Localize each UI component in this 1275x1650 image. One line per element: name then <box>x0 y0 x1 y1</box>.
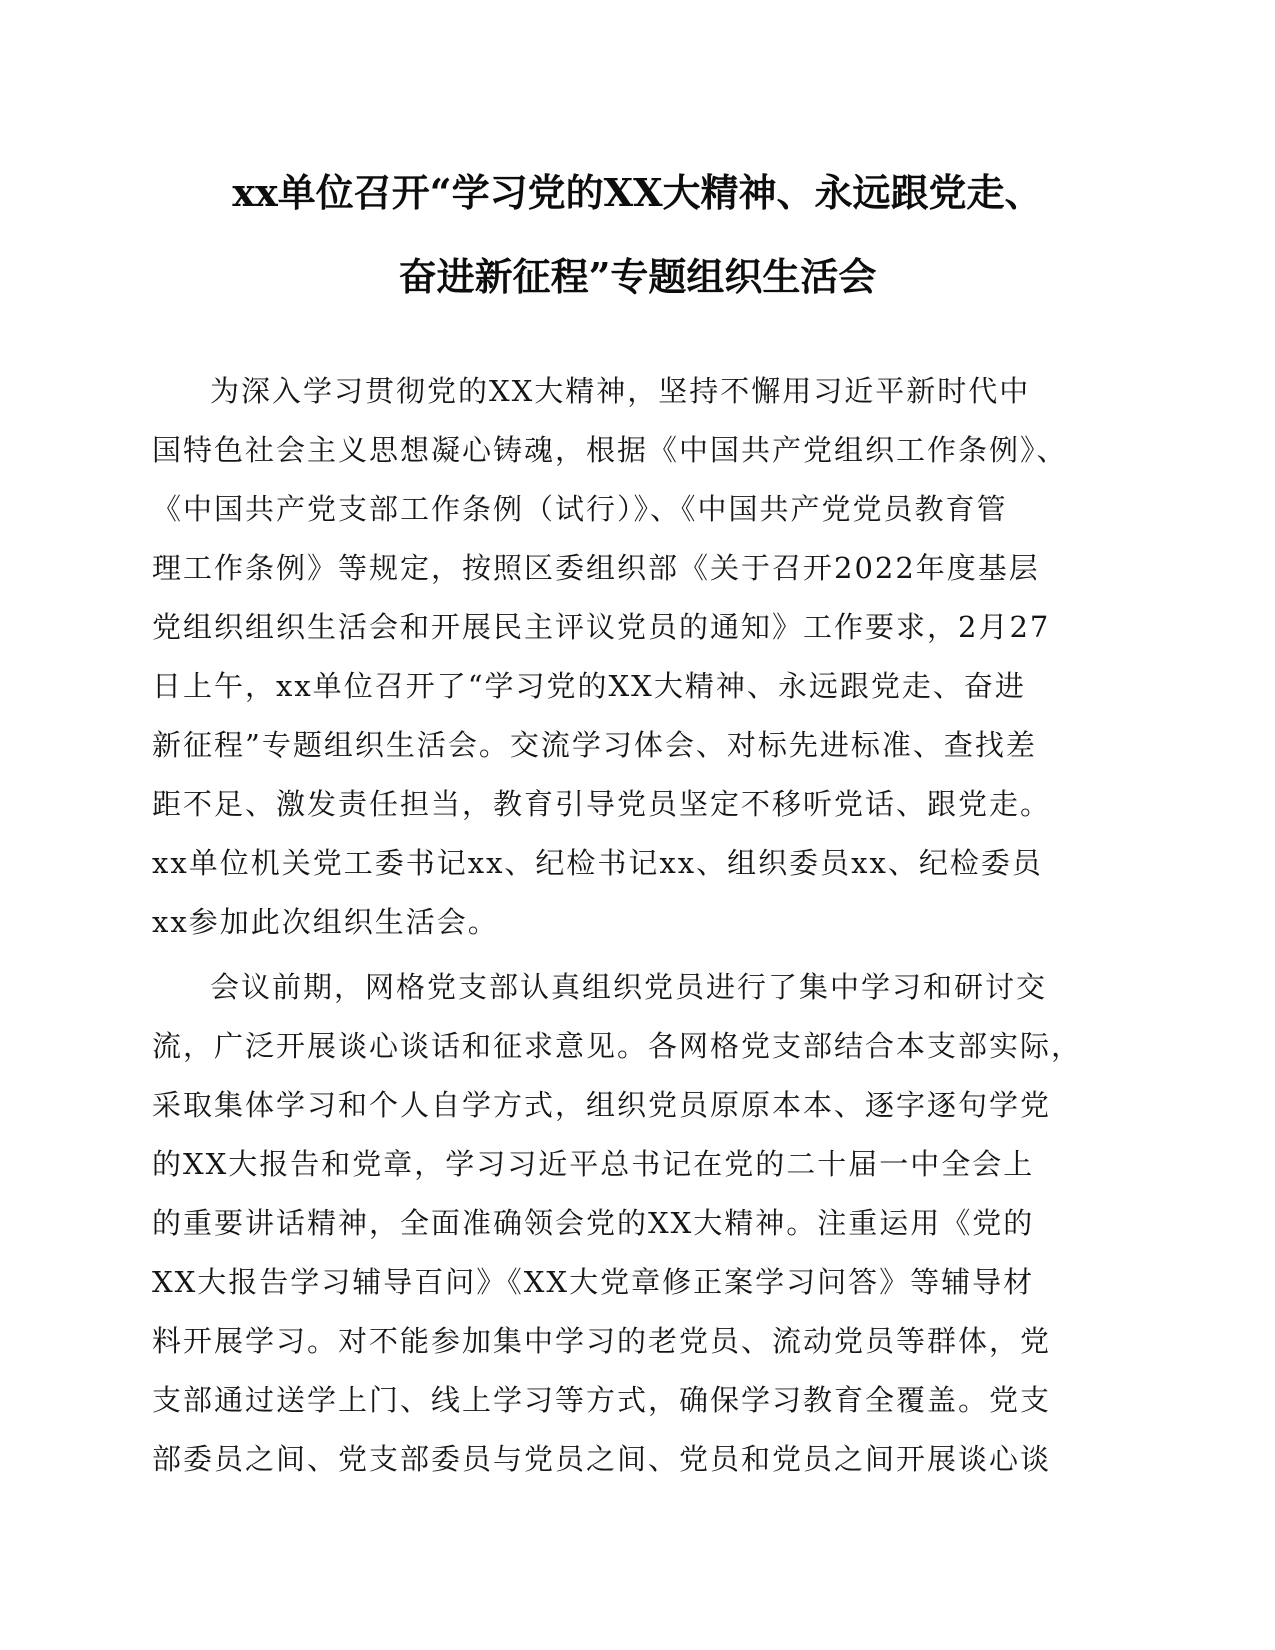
paragraph-line: XX大报告学习辅导百问》《XX大党章修正案学习问答》等辅导材 <box>152 1265 1035 1299</box>
paragraph-line: 采取集体学习和个人自学方式，组织党员原原本本、逐字逐句学党 <box>152 1088 1052 1122</box>
paragraph-line: 距不足、激发责任担当，教育引导党员坚定不移听党话、跟党走。 <box>152 787 1052 821</box>
paragraph-line: 部委员之间、党支部委员与党员之间、党员和党员之间开展谈心谈 <box>152 1442 1052 1476</box>
paragraph-line: 会议前期，网格党支部认真组织党员进行了集中学习和研讨交 <box>210 970 1048 1004</box>
paragraph-line: 料开展学习。对不能参加集中学习的老党员、流动党员等群体，党 <box>152 1324 1052 1358</box>
paragraph-line: xx单位机关党工委书记xx、纪检书记xx、组织委员xx、纪检委员 <box>152 846 1043 880</box>
paragraph-line: 国特色社会主义思想凝心铸魂，根据《中国共产党组织工作条例》、 <box>152 433 1068 467</box>
body-paragraph-1 <box>152 362 1117 952</box>
paragraph-line: 理工作条例》等规定，按照区委组织部《关于召开2022年度基层 <box>152 551 1040 585</box>
document-title-line-1: xx单位召开“学习党的XX大精神、永远跟党走、 <box>232 170 1043 215</box>
paragraph-line: 新征程”专题组织生活会。交流学习体会、对标先进标准、查找差 <box>152 728 1037 762</box>
paragraph-line: 的XX大报告和党章，学习习近平总书记在党的二十届一中全会上 <box>152 1147 1035 1181</box>
paragraph-line: 《中国共产党支部工作条例（试行）》、《中国共产党党员教育管 <box>152 492 1008 526</box>
paragraph-line: xx参加此次组织生活会。 <box>152 905 499 939</box>
document-title-line-2: 奋进新征程”专题组织生活会 <box>398 254 877 299</box>
paragraph-line: 为深入学习贯彻党的XX大精神，坚持不懈用习近平新时代中 <box>210 374 1031 408</box>
paragraph-line: 流，广泛开展谈心谈话和征求意见。各网格党支部结合本支部实际， <box>152 1029 1083 1063</box>
paragraph-line: 支部通过送学上门、线上学习等方式，确保学习教育全覆盖。党支 <box>152 1383 1052 1417</box>
paragraph-line: 的重要讲话精神，全面准确领会党的XX大精神。注重运用《党的 <box>152 1206 1035 1240</box>
paragraph-line: 日上午，xx单位召开了“学习党的XX大精神、永远跟党走、奋进 <box>152 669 1026 703</box>
body-paragraph-2 <box>152 958 1117 1489</box>
paragraph-line: 党组织组织生活会和开展民主评议党员的通知》工作要求，2月27 <box>152 610 1051 644</box>
